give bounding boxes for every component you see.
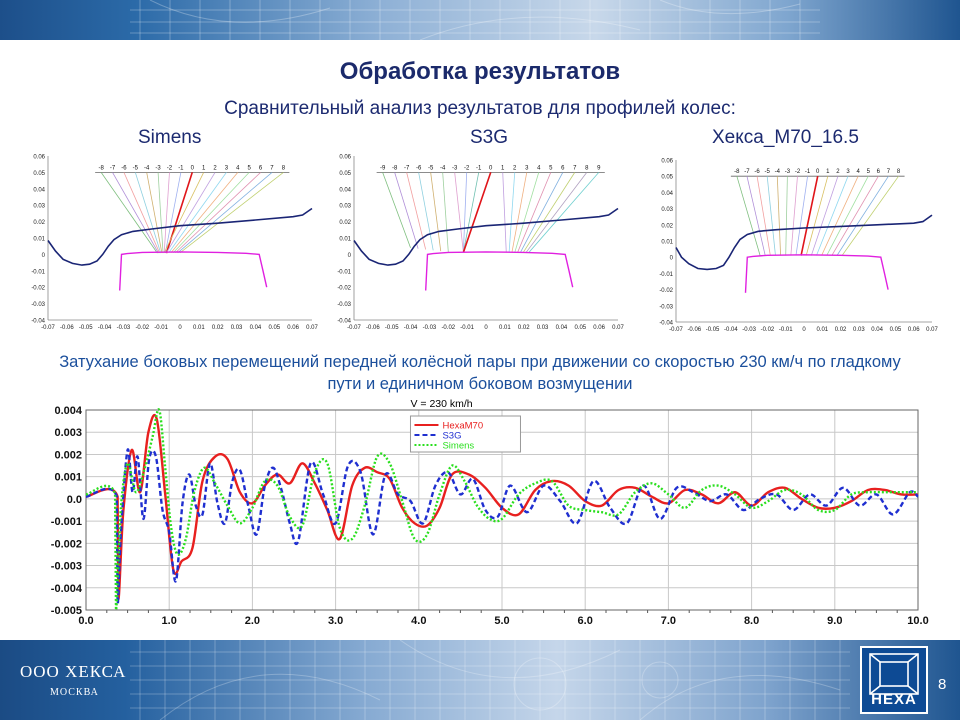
- profile-x-tick: 0.05: [268, 325, 281, 331]
- profile-y-tick: -0.04: [659, 320, 673, 327]
- ray-label: -7: [109, 165, 116, 172]
- contact-ray: [455, 172, 464, 252]
- y-tick-label: 0.0: [66, 493, 82, 506]
- ray-label: -4: [774, 169, 780, 176]
- contact-ray: [173, 172, 249, 252]
- ray-label: -7: [744, 169, 750, 176]
- profile-x-tick: -0.06: [60, 325, 74, 331]
- profile-x-tick: -0.02: [760, 327, 775, 333]
- ray-label: -5: [427, 165, 434, 172]
- profile-x-tick: 0.03: [853, 327, 865, 333]
- profile-x-tick: 0.06: [907, 327, 920, 333]
- profile-x-tick: 0.05: [889, 327, 902, 333]
- contact-ray: [737, 176, 760, 255]
- ray-label: -7: [403, 165, 410, 172]
- ray-label: 6: [876, 169, 881, 176]
- profile-y-tick: 0.04: [661, 190, 673, 197]
- ray-label: -9: [379, 165, 386, 172]
- ray-label: -1: [178, 165, 184, 172]
- ray-label: -5: [132, 165, 138, 172]
- ray-label: 7: [573, 165, 577, 172]
- rail-profile-curve: [746, 255, 889, 293]
- ray-label: -2: [794, 169, 801, 176]
- x-tick-label: 6.0: [577, 615, 593, 627]
- profile-y-tick: -0.01: [659, 271, 673, 278]
- x-tick-label: 1.0: [161, 615, 177, 627]
- y-tick-label: 0.003: [54, 427, 82, 440]
- profile-y-tick: 0: [347, 252, 351, 259]
- contact-ray: [832, 176, 879, 255]
- profile-x-tick: 0.01: [816, 327, 829, 333]
- profile-x-tick: -0.05: [78, 325, 93, 331]
- profile-x-tick: -0.01: [154, 325, 168, 331]
- profile-y-tick: -0.03: [337, 302, 351, 309]
- ray-label: -1: [804, 169, 811, 176]
- contact-ray: [816, 176, 848, 255]
- y-tick-label: -0.003: [50, 560, 82, 573]
- profile-x-tick: 0.03: [230, 325, 243, 331]
- ray-label: 8: [585, 165, 589, 172]
- profile-y-tick: -0.04: [31, 318, 45, 325]
- y-tick-label: -0.002: [50, 538, 82, 551]
- y-tick-label: 0.002: [54, 449, 82, 462]
- profile-x-tick: 0.05: [574, 325, 587, 331]
- x-tick-label: 9.0: [827, 615, 843, 627]
- ray-label: -4: [144, 165, 150, 172]
- contact-ray: [791, 176, 798, 255]
- ray-label: 7: [270, 165, 274, 172]
- profile-y-tick: 0.03: [33, 203, 45, 210]
- contact-ray: [164, 172, 169, 253]
- profile-x-tick: 0: [484, 325, 488, 331]
- profile-y-tick: 0.05: [33, 170, 45, 177]
- ray-label: 7: [886, 169, 891, 176]
- profile-label-hexa: Хекса_М70_16.5: [712, 127, 859, 148]
- contact-ray: [180, 172, 283, 252]
- rail-profile-curve: [120, 252, 267, 291]
- rail-profile-curve: [426, 252, 573, 291]
- profile-y-tick: -0.02: [31, 285, 45, 292]
- profile-x-tick: 0.01: [193, 325, 205, 331]
- contact-ray: [796, 176, 808, 255]
- profile-x-tick: -0.04: [724, 327, 738, 333]
- contact-ray: [822, 176, 859, 255]
- company-name: ООО ХЕКСА: [20, 662, 127, 681]
- profile-x-tick: 0.02: [834, 327, 847, 333]
- decay-chart: [28, 396, 934, 628]
- contact-ray: [777, 176, 780, 255]
- profile-x-tick: 0.04: [249, 325, 262, 331]
- x-tick-label: 4.0: [411, 615, 427, 627]
- profile-y-tick: 0.06: [339, 154, 351, 161]
- contact-ray: [463, 172, 466, 252]
- y-tick-label: 0.001: [54, 471, 82, 484]
- ray-label: 5: [549, 165, 553, 172]
- profile-x-tick: -0.07: [669, 327, 683, 333]
- profile-y-tick: -0.02: [659, 288, 673, 295]
- ray-label: 8: [896, 169, 901, 176]
- profile-x-tick: -0.04: [403, 325, 418, 331]
- profile-x-tick: -0.02: [441, 325, 456, 331]
- ray-label: -8: [98, 165, 104, 172]
- profile-x-tick: -0.07: [347, 325, 361, 331]
- ray-label: 9: [597, 165, 601, 172]
- company-city: МОСКВА: [50, 687, 99, 698]
- ray-label: 6: [561, 165, 565, 172]
- x-tick-label: 8.0: [743, 615, 760, 627]
- profile-x-tick: -0.06: [687, 327, 702, 333]
- hexa-logo: [860, 646, 928, 714]
- profile-x-tick: 0.04: [871, 327, 883, 333]
- ray-label: -2: [464, 165, 470, 172]
- profile-y-tick: -0.01: [31, 269, 45, 276]
- x-tick-label: 10.0: [907, 615, 929, 627]
- contact-ray: [786, 176, 788, 255]
- x-tick-label: 5.0: [494, 615, 510, 627]
- profile-x-tick: 0.07: [612, 325, 624, 331]
- ray-label: 2: [513, 165, 517, 172]
- profile-y-tick: 0: [41, 252, 45, 259]
- profile-y-tick: -0.02: [337, 285, 351, 292]
- profile-y-tick: 0: [669, 255, 673, 262]
- ray-label: 0: [190, 165, 194, 172]
- profile-x-tick: -0.03: [422, 325, 437, 331]
- x-tick-label: 3.0: [327, 615, 344, 627]
- decay-caption: Затухание боковых перемещений передней колёсной пары при движении со скоростью 230 км/ч по гладкому пути и единичном боковом возмущении: [59, 353, 901, 393]
- profile-x-tick: 0.04: [555, 325, 568, 331]
- profile-x-tick: 0: [178, 325, 182, 331]
- ray-label: 4: [236, 165, 240, 172]
- profile-label-s3g: S3G: [470, 127, 509, 148]
- profile-x-tick: 0.01: [499, 325, 511, 331]
- profile-x-tick: -0.07: [41, 325, 55, 331]
- contact-ray: [518, 172, 551, 252]
- profile-x-tick: -0.04: [97, 325, 112, 331]
- ray-label: -3: [452, 165, 458, 172]
- legend-label-hexam70: HexaM70: [442, 420, 484, 432]
- y-tick-label: -0.005: [50, 605, 82, 617]
- ray-label: 1: [826, 169, 830, 176]
- ray-label: 5: [866, 169, 870, 176]
- profile-y-tick: 0.04: [33, 187, 45, 194]
- profile-x-tick: 0.07: [926, 327, 938, 333]
- ray-label: -1: [476, 165, 482, 172]
- profile-y-tick: 0.03: [661, 207, 673, 214]
- contact-ray: [827, 176, 869, 255]
- profile-y-tick: 0.02: [339, 220, 351, 227]
- ray-label: 3: [846, 169, 850, 176]
- ray-label: 2: [836, 169, 840, 176]
- profile-y-tick: 0.03: [339, 203, 351, 210]
- profile-y-tick: 0.05: [661, 174, 673, 181]
- contact-ray: [523, 172, 575, 252]
- profile-x-tick: -0.01: [460, 325, 474, 331]
- chart-title: V = 230 km/h: [410, 398, 473, 410]
- ray-label: 4: [856, 169, 860, 176]
- contact-ray: [837, 176, 889, 255]
- footer-banner: [0, 640, 960, 720]
- ray-label: 2: [213, 165, 217, 172]
- profile-y-tick: 0.02: [33, 220, 45, 227]
- profile-x-tick: -0.01: [778, 327, 793, 333]
- profile-x-tick: -0.05: [705, 327, 720, 333]
- page-subtitle: Сравнительный анализ результатов для профилей колес:: [224, 98, 736, 119]
- profile-x-tick: -0.03: [116, 325, 131, 331]
- ray-label: -3: [784, 169, 791, 176]
- profile-y-tick: -0.03: [659, 304, 673, 311]
- profile-x-tick: -0.05: [384, 325, 399, 331]
- profile-y-tick: 0.02: [661, 223, 673, 230]
- profile-y-tick: 0.01: [339, 236, 351, 243]
- contact-ray: [113, 172, 159, 253]
- page-title: Обработка результатов: [339, 58, 621, 85]
- profile-x-tick: -0.06: [366, 325, 380, 331]
- profile-x-tick: -0.02: [135, 325, 150, 331]
- ray-label: -5: [764, 169, 770, 176]
- profile-x-tick: 0.02: [211, 325, 224, 331]
- contact-ray: [178, 172, 272, 252]
- ray-label: -6: [121, 165, 127, 172]
- y-tick-label: -0.004: [50, 582, 82, 595]
- ray-label: 4: [537, 165, 541, 172]
- x-tick-label: 0.0: [78, 615, 94, 627]
- profile-label-simens: Simens: [138, 127, 202, 148]
- logo-text: HEXA: [871, 691, 917, 708]
- ray-label: 0: [489, 165, 493, 172]
- ray-label: -8: [391, 165, 398, 172]
- mesh-decoration: [0, 640, 960, 720]
- profile-chart-s3g: [328, 148, 624, 336]
- profile-x-tick: -0.03: [742, 327, 756, 333]
- profile-chart-hexa: [650, 152, 938, 338]
- profile-x-tick: 0.06: [593, 325, 605, 331]
- ray-label: 6: [258, 165, 263, 172]
- profile-y-tick: 0.06: [661, 158, 673, 165]
- profile-x-tick: 0: [802, 327, 806, 333]
- x-tick-label: 2.0: [244, 615, 261, 627]
- contact-ray: [171, 172, 238, 252]
- ray-label: 1: [201, 165, 206, 172]
- top-banner: [0, 0, 960, 40]
- ray-label: -2: [166, 165, 173, 172]
- ray-label: 1: [501, 165, 505, 172]
- contact-ray: [135, 172, 160, 253]
- profile-y-tick: 0.05: [339, 170, 351, 177]
- profile-y-tick: 0.04: [339, 187, 351, 194]
- profile-y-tick: 0.06: [33, 154, 45, 161]
- profile-y-tick: -0.04: [337, 318, 351, 325]
- contact-ray: [503, 172, 507, 252]
- y-tick-label: -0.001: [50, 516, 82, 529]
- contact-ray: [747, 176, 765, 255]
- ray-label: -4: [440, 165, 446, 172]
- mesh-decoration: [0, 0, 960, 40]
- contact-ray: [842, 176, 899, 255]
- profile-y-tick: 0.01: [33, 236, 45, 243]
- profile-x-tick: 0.02: [517, 325, 530, 331]
- ray-label: 3: [224, 165, 229, 172]
- profile-y-tick: 0.01: [661, 239, 673, 246]
- contact-ray: [529, 172, 599, 252]
- ray-label: -8: [734, 169, 740, 176]
- legend-label-simens: Simens: [442, 440, 475, 452]
- profile-y-tick: -0.01: [337, 269, 351, 276]
- ray-label: 8: [281, 165, 286, 172]
- contact-ray: [158, 172, 163, 253]
- ray-label: -6: [415, 165, 422, 172]
- profile-x-tick: 0.03: [536, 325, 549, 331]
- ray-label: -6: [754, 169, 760, 176]
- x-tick-label: 7.0: [660, 615, 677, 627]
- ray-label: 0: [816, 169, 820, 176]
- profile-chart-simens: [22, 148, 318, 336]
- contact-ray: [166, 172, 215, 252]
- profile-x-tick: 0.06: [287, 325, 299, 331]
- contact-ray: [431, 172, 441, 251]
- contact-ray: [443, 172, 449, 252]
- page-number: 8: [938, 676, 947, 693]
- contact-ray: [463, 172, 490, 252]
- profile-y-tick: -0.03: [31, 302, 45, 309]
- ray-label: -3: [155, 165, 161, 172]
- ray-label: 3: [525, 165, 529, 172]
- profile-x-tick: 0.07: [306, 325, 318, 331]
- legend-label-s3g: S3G: [442, 430, 462, 442]
- ray-label: 5: [247, 165, 251, 172]
- wheel-profile-curve: [354, 209, 618, 266]
- y-tick-label: 0.004: [54, 405, 82, 417]
